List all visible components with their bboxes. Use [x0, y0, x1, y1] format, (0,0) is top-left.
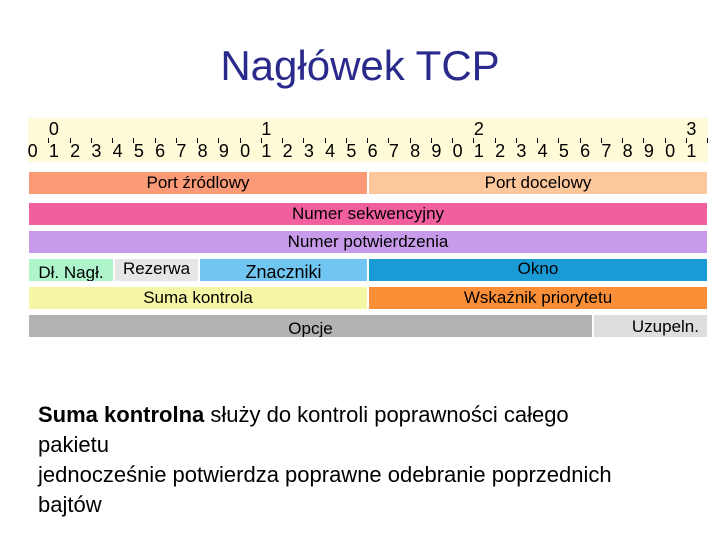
bit-number: 4 [112, 141, 123, 161]
bit-number: 9 [431, 141, 442, 161]
bit-number: 7 [601, 141, 612, 161]
header-row-ports [28, 171, 708, 195]
field-window-label: Okno [517, 259, 559, 278]
description-line-4: bajtów [38, 492, 102, 517]
field-reserved [114, 258, 199, 282]
byte-number: 3 [686, 119, 697, 139]
header-row-flags-window [28, 258, 708, 282]
field-source-port-label: Port źródlowy [146, 173, 250, 192]
field-checksum-label: Suma kontrola [143, 288, 253, 307]
bit-number: 7 [388, 141, 399, 161]
description [38, 400, 688, 520]
field-urgent-pointer [368, 286, 708, 310]
field-checksum [28, 286, 368, 310]
description-line-3: jednocześnie potwierdza poprawne odebranie poprzednich [38, 462, 612, 487]
bit-number: 8 [622, 141, 633, 161]
bit-number: 1 [473, 141, 484, 161]
bit-number: 1 [686, 141, 697, 161]
field-ack-number-label: Numer potwierdzenia [287, 232, 449, 251]
field-ack-number [28, 230, 708, 254]
bit-number: 9 [643, 141, 654, 161]
bit-number: 2 [70, 141, 81, 161]
description-bold: Suma kontrolna [38, 402, 205, 427]
bit-number: 5 [558, 141, 569, 161]
bit-number: 8 [197, 141, 208, 161]
bit-number: 1 [261, 141, 272, 161]
field-header-length-label: Dł. Nagł. [38, 263, 104, 282]
header-row-sequence [28, 202, 708, 226]
bit-number: 3 [516, 141, 527, 161]
bit-ruler [28, 118, 708, 162]
field-destination-port [368, 171, 708, 195]
bit-number: 2 [282, 141, 293, 161]
bit-number: 2 [495, 141, 506, 161]
bit-number: 4 [537, 141, 548, 161]
byte-number: 1 [261, 119, 272, 139]
bit-number: 0 [27, 141, 38, 161]
field-flags [199, 258, 368, 282]
field-padding-label: Uzupeln. [631, 317, 699, 336]
description-line-1-rest: służy do kontroli poprawności całego [204, 402, 569, 427]
bit-number: 9 [218, 141, 229, 161]
field-reserved-label: Rezerwa [122, 259, 191, 278]
bit-number: 0 [665, 141, 676, 161]
bit-number: 6 [580, 141, 591, 161]
page-title: Nagłówek TCP [220, 42, 500, 89]
field-options-label: Opcje [288, 319, 333, 338]
bit-number: 3 [91, 141, 102, 161]
field-window [368, 258, 708, 282]
field-flags-label: Znaczniki [245, 262, 322, 282]
bit-number: 5 [346, 141, 357, 161]
field-sequence-number-label: Numer sekwencyjny [291, 204, 445, 223]
bit-number: 6 [367, 141, 378, 161]
field-urgent-pointer-label: Wskaźnik priorytetu [463, 288, 613, 307]
field-options [28, 314, 593, 338]
field-padding [593, 314, 708, 338]
field-header-length [28, 258, 114, 282]
bit-number: 4 [325, 141, 336, 161]
bit-number: 0 [452, 141, 463, 161]
header-row-ack [28, 230, 708, 254]
bit-tick [707, 138, 708, 143]
bit-number: 8 [410, 141, 421, 161]
bit-number: 3 [303, 141, 314, 161]
field-sequence-number [28, 202, 708, 226]
field-source-port [28, 171, 368, 195]
bit-number: 5 [133, 141, 144, 161]
bit-number: 6 [155, 141, 166, 161]
header-row-checksum [28, 286, 708, 310]
field-destination-port-label: Port docelowy [484, 173, 592, 192]
description-line-1 [38, 400, 688, 430]
byte-number: 0 [48, 119, 59, 139]
bit-number: 7 [176, 141, 187, 161]
header-row-options [28, 314, 708, 338]
bit-number: 0 [240, 141, 251, 161]
bit-number: 1 [48, 141, 59, 161]
description-line-2: pakietu [38, 432, 109, 457]
byte-number: 2 [473, 119, 484, 139]
